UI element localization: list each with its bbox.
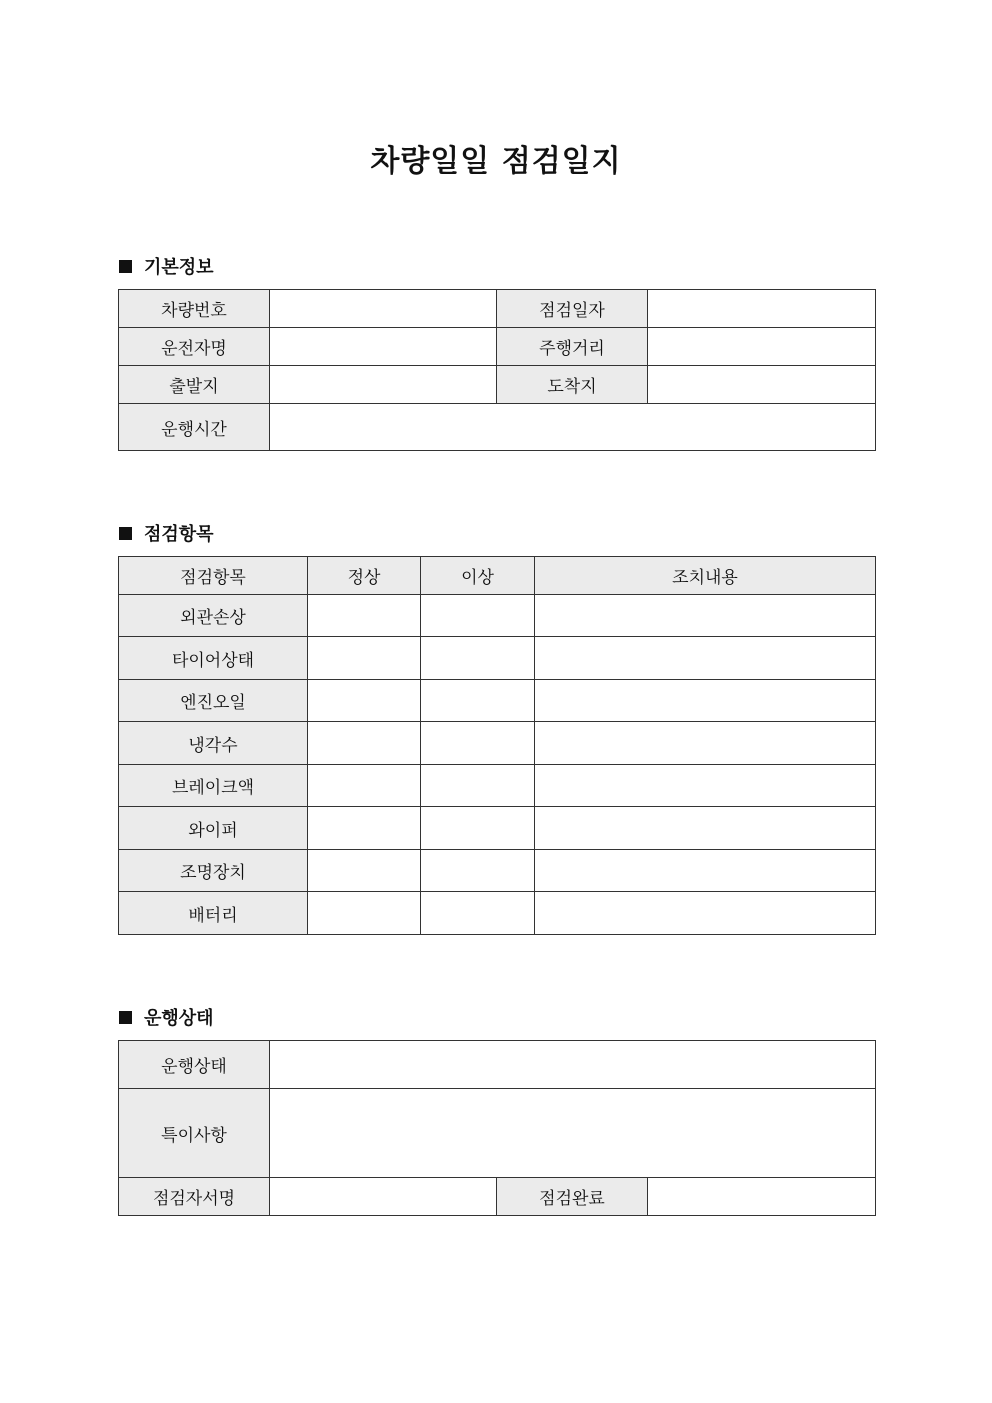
action-cell[interactable] xyxy=(535,637,876,680)
table-row xyxy=(119,722,876,765)
inspection-item-label: 냉각수 xyxy=(119,722,308,765)
page-title: 차량일일 점검일지 xyxy=(370,144,622,179)
column-header: 조치내용 xyxy=(535,557,876,595)
action-cell[interactable] xyxy=(535,892,876,935)
departure-label: 출발지 xyxy=(119,366,270,404)
inspect-done-field[interactable] xyxy=(648,1178,876,1216)
square-bullet-icon xyxy=(119,260,132,273)
table-row xyxy=(119,807,876,850)
table-row xyxy=(119,290,876,328)
table-row xyxy=(119,1041,876,1089)
section-title: 기본정보 xyxy=(144,257,214,278)
inspector-sign-field[interactable] xyxy=(270,1178,497,1216)
abnormal-cell[interactable] xyxy=(421,807,535,850)
arrival-field[interactable] xyxy=(648,366,876,404)
drive-status-label: 운행상태 xyxy=(119,1041,270,1089)
remarks-label: 특이사항 xyxy=(119,1089,270,1178)
mileage-field[interactable] xyxy=(648,328,876,366)
abnormal-cell[interactable] xyxy=(421,680,535,722)
table-row xyxy=(119,850,876,892)
section-heading-basic xyxy=(119,253,214,279)
inspector-sign-label: 점검자서명 xyxy=(119,1178,270,1216)
action-cell[interactable] xyxy=(535,680,876,722)
inspect-date-field[interactable] xyxy=(648,290,876,328)
table-row xyxy=(119,892,876,935)
normal-cell[interactable] xyxy=(308,807,421,850)
vehicle-no-field[interactable] xyxy=(270,290,497,328)
table-header-row xyxy=(119,557,876,595)
table-row xyxy=(119,328,876,366)
square-bullet-icon xyxy=(119,1011,132,1024)
section-heading-status xyxy=(119,1004,214,1030)
inspection-item-label: 브레이크액 xyxy=(119,765,308,807)
normal-cell[interactable] xyxy=(308,765,421,807)
drive-time-label: 운행시간 xyxy=(119,404,270,451)
abnormal-cell[interactable] xyxy=(421,595,535,637)
abnormal-cell[interactable] xyxy=(421,892,535,935)
basic-info-table xyxy=(118,289,876,451)
table-row xyxy=(119,680,876,722)
inspect-date-label: 점검일자 xyxy=(497,290,648,328)
square-bullet-icon xyxy=(119,527,132,540)
table-row xyxy=(119,366,876,404)
table-row xyxy=(119,765,876,807)
abnormal-cell[interactable] xyxy=(421,850,535,892)
status-table xyxy=(118,1040,876,1216)
section-heading-inspection xyxy=(119,520,214,546)
driver-name-field[interactable] xyxy=(270,328,497,366)
inspection-item-label: 조명장치 xyxy=(119,850,308,892)
action-cell[interactable] xyxy=(535,722,876,765)
normal-cell[interactable] xyxy=(308,722,421,765)
column-header: 점검항목 xyxy=(119,557,308,595)
column-header: 정상 xyxy=(308,557,421,595)
mileage-label: 주행거리 xyxy=(497,328,648,366)
action-cell[interactable] xyxy=(535,850,876,892)
normal-cell[interactable] xyxy=(308,680,421,722)
table-row xyxy=(119,1089,876,1178)
abnormal-cell[interactable] xyxy=(421,722,535,765)
table-row xyxy=(119,637,876,680)
normal-cell[interactable] xyxy=(308,850,421,892)
drive-status-field[interactable] xyxy=(270,1041,876,1089)
section-title: 운행상태 xyxy=(144,1008,214,1029)
normal-cell[interactable] xyxy=(308,595,421,637)
table-row xyxy=(119,404,876,451)
inspect-done-label: 점검완료 xyxy=(497,1178,648,1216)
arrival-label: 도착지 xyxy=(497,366,648,404)
column-header: 이상 xyxy=(421,557,535,595)
table-row xyxy=(119,595,876,637)
inspection-item-label: 엔진오일 xyxy=(119,680,308,722)
inspection-table xyxy=(118,556,876,935)
table-row xyxy=(119,1178,876,1216)
action-cell[interactable] xyxy=(535,595,876,637)
section-title: 점검항목 xyxy=(144,524,214,545)
drive-time-field[interactable] xyxy=(270,404,876,451)
departure-field[interactable] xyxy=(270,366,497,404)
inspection-item-label: 배터리 xyxy=(119,892,308,935)
action-cell[interactable] xyxy=(535,807,876,850)
remarks-field[interactable] xyxy=(270,1089,876,1178)
inspection-item-label: 외관손상 xyxy=(119,595,308,637)
abnormal-cell[interactable] xyxy=(421,765,535,807)
inspection-item-label: 타이어상태 xyxy=(119,637,308,680)
action-cell[interactable] xyxy=(535,765,876,807)
inspection-item-label: 와이퍼 xyxy=(119,807,308,850)
normal-cell[interactable] xyxy=(308,892,421,935)
vehicle-no-label: 차량번호 xyxy=(119,290,270,328)
abnormal-cell[interactable] xyxy=(421,637,535,680)
driver-name-label: 운전자명 xyxy=(119,328,270,366)
normal-cell[interactable] xyxy=(308,637,421,680)
